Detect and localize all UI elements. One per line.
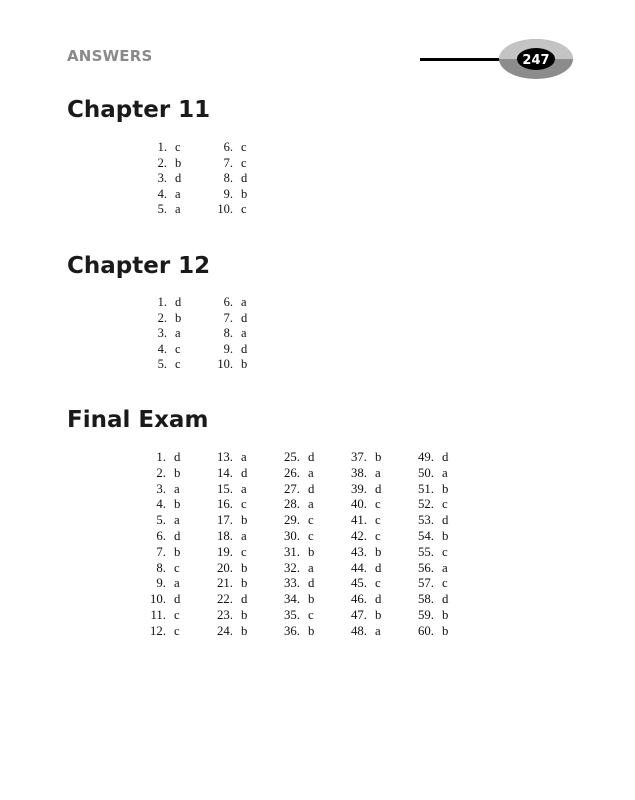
- answer-row: [146, 624, 481, 640]
- answer-item: [347, 482, 414, 498]
- answer-item: [213, 450, 280, 466]
- answer-letter: d: [241, 341, 248, 356]
- answer-letter: c: [308, 528, 314, 543]
- answer-number: 10.: [217, 202, 233, 217]
- answer-item: [146, 624, 213, 640]
- answer-item: [213, 608, 280, 624]
- answer-letter: b: [241, 576, 248, 591]
- answer-letter: d: [175, 171, 182, 186]
- answer-number: 6.: [223, 295, 233, 309]
- answer-row: [147, 140, 279, 156]
- answer-letter: b: [375, 607, 382, 622]
- answer-number: 52.: [418, 497, 434, 512]
- answer-item: [280, 529, 347, 545]
- answer-letter: a: [174, 576, 180, 591]
- answer-item: [213, 482, 280, 498]
- section-title-chapter-11: Chapter 11: [67, 97, 211, 123]
- answer-number: 19.: [217, 544, 233, 559]
- answer-number: 44.: [351, 560, 367, 575]
- answer-item: [213, 357, 279, 373]
- answer-number: 50.: [418, 465, 434, 480]
- answer-item: [213, 295, 279, 311]
- answer-item: [147, 311, 213, 327]
- answer-letter: c: [442, 497, 448, 512]
- answer-number: 25.: [284, 450, 300, 464]
- answer-number: 40.: [351, 497, 367, 512]
- answer-item: [146, 592, 213, 608]
- answer-item: [347, 450, 414, 466]
- answer-item: [347, 497, 414, 513]
- answer-number: 56.: [418, 560, 434, 575]
- answer-letter: c: [308, 513, 314, 528]
- answer-letter: a: [174, 513, 180, 528]
- answer-item: [147, 295, 213, 311]
- answer-letter: c: [241, 202, 247, 217]
- answer-letter: d: [241, 465, 248, 480]
- answer-list-chapter-11: [147, 140, 279, 218]
- answer-item: [414, 497, 481, 513]
- answer-letter: a: [175, 202, 181, 217]
- answer-item: [347, 592, 414, 608]
- answer-row: [147, 357, 279, 373]
- answer-number: 29.: [284, 513, 300, 528]
- answer-number: 36.: [284, 623, 300, 638]
- answer-letter: a: [308, 465, 314, 480]
- answer-letter: c: [175, 341, 181, 356]
- answer-number: 2.: [157, 155, 167, 170]
- answer-letter: d: [442, 450, 449, 464]
- answer-number: 48.: [351, 623, 367, 638]
- answer-letter: c: [174, 623, 180, 638]
- answer-letter: c: [241, 544, 247, 559]
- answer-row: [147, 202, 279, 218]
- answer-letter: b: [175, 310, 182, 325]
- answer-letter: a: [308, 560, 314, 575]
- answer-letter: a: [241, 481, 247, 496]
- answer-number: 1.: [156, 450, 166, 464]
- answer-item: [213, 326, 279, 342]
- answer-number: 37.: [351, 450, 367, 464]
- answer-letter: d: [375, 560, 382, 575]
- answer-row: [147, 171, 279, 187]
- answer-letter: b: [241, 357, 248, 372]
- answer-item: [280, 561, 347, 577]
- answer-item: [147, 140, 213, 156]
- answer-letter: d: [308, 481, 315, 496]
- answer-letter: b: [241, 623, 248, 638]
- answer-number: 20.: [217, 560, 233, 575]
- answer-number: 9.: [223, 341, 233, 356]
- answer-item: [147, 156, 213, 172]
- answer-letter: d: [174, 528, 181, 543]
- answer-row: [146, 513, 481, 529]
- answer-letter: d: [241, 171, 248, 186]
- answer-item: [147, 202, 213, 218]
- answer-number: 34.: [284, 592, 300, 607]
- answer-letter: d: [241, 592, 248, 607]
- answer-item: [146, 545, 213, 561]
- answer-row: [146, 450, 481, 466]
- answer-letter: d: [442, 592, 449, 607]
- answer-number: 58.: [418, 592, 434, 607]
- answer-number: 10.: [150, 592, 166, 607]
- answer-item: [213, 592, 280, 608]
- answer-item: [280, 497, 347, 513]
- answer-number: 9.: [156, 576, 166, 591]
- answer-letter: c: [174, 607, 180, 622]
- answer-letter: c: [375, 513, 381, 528]
- answer-item: [280, 450, 347, 466]
- answer-number: 41.: [351, 513, 367, 528]
- answer-number: 39.: [351, 481, 367, 496]
- answer-row: [147, 326, 279, 342]
- answer-letter: a: [241, 326, 247, 341]
- answer-item: [414, 576, 481, 592]
- answer-letter: a: [375, 465, 381, 480]
- answer-item: [280, 592, 347, 608]
- answer-item: [213, 311, 279, 327]
- answer-letter: b: [308, 592, 315, 607]
- answer-number: 17.: [217, 513, 233, 528]
- answer-number: 1.: [157, 140, 167, 154]
- answer-number: 4.: [157, 341, 167, 356]
- answer-item: [146, 561, 213, 577]
- answer-item: [347, 608, 414, 624]
- answer-item: [147, 342, 213, 358]
- answer-row: [147, 156, 279, 172]
- answer-item: [213, 171, 279, 187]
- answer-letter: d: [174, 450, 181, 464]
- answer-number: 53.: [418, 513, 434, 528]
- answer-number: 14.: [217, 465, 233, 480]
- answer-item: [147, 171, 213, 187]
- answer-letter: d: [308, 450, 315, 464]
- answer-letter: d: [375, 481, 382, 496]
- answer-row: [146, 592, 481, 608]
- answer-item: [213, 513, 280, 529]
- answer-number: 7.: [223, 155, 233, 170]
- answer-row: [147, 295, 279, 311]
- answer-row: [146, 482, 481, 498]
- section-title-chapter-12: Chapter 12: [67, 253, 211, 279]
- answer-number: 43.: [351, 544, 367, 559]
- answer-number: 45.: [351, 576, 367, 591]
- answer-row: [146, 561, 481, 577]
- answer-number: 57.: [418, 576, 434, 591]
- answer-number: 10.: [217, 357, 233, 372]
- answer-number: 27.: [284, 481, 300, 496]
- answer-row: [147, 187, 279, 203]
- answer-letter: d: [442, 513, 449, 528]
- answer-list-chapter-12: [147, 295, 279, 373]
- answer-number: 47.: [351, 607, 367, 622]
- answer-letter: c: [241, 497, 247, 512]
- answer-letter: a: [241, 450, 247, 464]
- answer-letter: b: [442, 481, 449, 496]
- page-number: 247: [522, 53, 550, 68]
- answer-number: 46.: [351, 592, 367, 607]
- answer-item: [213, 624, 280, 640]
- answer-letter: d: [308, 576, 315, 591]
- answer-row: [147, 311, 279, 327]
- answer-item: [146, 482, 213, 498]
- answer-number: 60.: [418, 623, 434, 638]
- answer-letter: c: [174, 560, 180, 575]
- answer-number: 33.: [284, 576, 300, 591]
- answer-row: [146, 497, 481, 513]
- answer-number: 6.: [223, 140, 233, 154]
- answer-number: 28.: [284, 497, 300, 512]
- answer-item: [147, 326, 213, 342]
- answer-item: [213, 497, 280, 513]
- answer-letter: b: [442, 623, 449, 638]
- answer-number: 16.: [217, 497, 233, 512]
- answer-number: 9.: [223, 186, 233, 201]
- answer-row: [147, 342, 279, 358]
- answer-number: 21.: [217, 576, 233, 591]
- answer-letter: b: [241, 513, 248, 528]
- answer-number: 2.: [157, 310, 167, 325]
- answer-letter: b: [174, 544, 181, 559]
- answer-number: 5.: [157, 202, 167, 217]
- answer-number: 12.: [150, 623, 166, 638]
- answer-item: [146, 576, 213, 592]
- answer-letter: c: [241, 155, 247, 170]
- answer-number: 7.: [156, 544, 166, 559]
- answer-letter: d: [375, 592, 382, 607]
- answer-number: 42.: [351, 528, 367, 543]
- answer-letter: a: [241, 528, 247, 543]
- answer-row: [146, 608, 481, 624]
- answer-number: 4.: [156, 497, 166, 512]
- answer-number: 3.: [157, 171, 167, 186]
- answer-list-final-exam: [146, 450, 481, 640]
- answer-number: 49.: [418, 450, 434, 464]
- answer-letter: b: [241, 186, 248, 201]
- answer-letter: a: [442, 465, 448, 480]
- answer-item: [414, 450, 481, 466]
- answer-item: [347, 561, 414, 577]
- answer-letter: b: [174, 465, 181, 480]
- answer-item: [414, 592, 481, 608]
- answer-letter: b: [241, 560, 248, 575]
- answer-number: 6.: [156, 528, 166, 543]
- answer-number: 38.: [351, 465, 367, 480]
- answer-number: 3.: [156, 481, 166, 496]
- answer-letter: c: [175, 357, 181, 372]
- answer-item: [347, 576, 414, 592]
- answer-letter: c: [375, 576, 381, 591]
- answer-item: [213, 156, 279, 172]
- answer-letter: b: [375, 544, 382, 559]
- answer-number: 22.: [217, 592, 233, 607]
- page-number-badge: [497, 37, 575, 81]
- answer-letter: c: [241, 140, 247, 154]
- answer-item: [146, 497, 213, 513]
- answer-number: 35.: [284, 607, 300, 622]
- answer-letter: b: [174, 497, 181, 512]
- answer-row: [146, 529, 481, 545]
- answer-letter: b: [241, 607, 248, 622]
- answer-letter: c: [442, 544, 448, 559]
- answer-letter: b: [442, 528, 449, 543]
- answer-number: 18.: [217, 528, 233, 543]
- answer-row: [146, 466, 481, 482]
- answer-item: [213, 202, 279, 218]
- answer-item: [414, 608, 481, 624]
- answer-item: [280, 482, 347, 498]
- answer-item: [146, 466, 213, 482]
- answer-letter: d: [175, 295, 182, 309]
- answer-letter: a: [241, 295, 247, 309]
- answer-letter: c: [375, 528, 381, 543]
- answer-row: [146, 545, 481, 561]
- answer-item: [146, 513, 213, 529]
- answer-number: 55.: [418, 544, 434, 559]
- answer-number: 24.: [217, 623, 233, 638]
- answer-item: [213, 342, 279, 358]
- answer-item: [414, 545, 481, 561]
- answer-item: [280, 545, 347, 561]
- section-title-final-exam: Final Exam: [67, 407, 209, 433]
- answer-letter: d: [174, 592, 181, 607]
- answer-number: 7.: [223, 310, 233, 325]
- answer-item: [213, 545, 280, 561]
- answer-number: 8.: [156, 560, 166, 575]
- answer-item: [347, 513, 414, 529]
- answer-item: [213, 187, 279, 203]
- answer-number: 11.: [150, 607, 166, 622]
- answer-item: [347, 624, 414, 640]
- answer-item: [280, 608, 347, 624]
- answer-item: [414, 466, 481, 482]
- answer-letter: b: [175, 155, 182, 170]
- answer-item: [347, 545, 414, 561]
- answer-number: 54.: [418, 528, 434, 543]
- answer-letter: b: [308, 623, 315, 638]
- answer-letter: c: [375, 497, 381, 512]
- answer-number: 5.: [156, 513, 166, 528]
- answer-item: [213, 561, 280, 577]
- answer-number: 30.: [284, 528, 300, 543]
- answer-number: 8.: [223, 326, 233, 341]
- answer-item: [280, 513, 347, 529]
- answer-number: 4.: [157, 186, 167, 201]
- answer-letter: a: [375, 623, 381, 638]
- answer-number: 2.: [156, 465, 166, 480]
- answer-item: [146, 529, 213, 545]
- answer-letter: a: [308, 497, 314, 512]
- answer-number: 26.: [284, 465, 300, 480]
- answer-letter: a: [175, 326, 181, 341]
- answer-letter: b: [375, 450, 382, 464]
- answer-number: 5.: [157, 357, 167, 372]
- answer-item: [414, 561, 481, 577]
- answer-item: [347, 529, 414, 545]
- answer-letter: c: [442, 576, 448, 591]
- answer-item: [213, 140, 279, 156]
- answer-item: [147, 187, 213, 203]
- answer-number: 1.: [157, 295, 167, 309]
- answer-item: [147, 357, 213, 373]
- answer-item: [414, 624, 481, 640]
- answer-number: 32.: [284, 560, 300, 575]
- running-header-label: ANSWERS: [67, 47, 153, 65]
- answer-item: [213, 529, 280, 545]
- answer-letter: d: [241, 310, 248, 325]
- answer-letter: c: [308, 607, 314, 622]
- answer-number: 15.: [217, 481, 233, 496]
- answer-number: 13.: [217, 450, 233, 464]
- answer-number: 3.: [157, 326, 167, 341]
- answer-number: 8.: [223, 171, 233, 186]
- answer-item: [280, 576, 347, 592]
- answer-item: [146, 608, 213, 624]
- answer-item: [213, 576, 280, 592]
- answer-item: [414, 482, 481, 498]
- answer-number: 31.: [284, 544, 300, 559]
- answer-letter: c: [175, 140, 181, 154]
- answer-number: 59.: [418, 607, 434, 622]
- answer-number: 51.: [418, 481, 434, 496]
- answer-item: [347, 466, 414, 482]
- answer-item: [146, 450, 213, 466]
- answer-letter: b: [442, 607, 449, 622]
- answer-item: [414, 529, 481, 545]
- answer-letter: a: [442, 560, 448, 575]
- answer-item: [213, 466, 280, 482]
- answer-row: [146, 576, 481, 592]
- answer-item: [280, 466, 347, 482]
- answer-letter: a: [174, 481, 180, 496]
- answer-letter: a: [175, 186, 181, 201]
- answer-item: [280, 624, 347, 640]
- answer-number: 23.: [217, 607, 233, 622]
- answer-letter: b: [308, 544, 315, 559]
- answer-item: [414, 513, 481, 529]
